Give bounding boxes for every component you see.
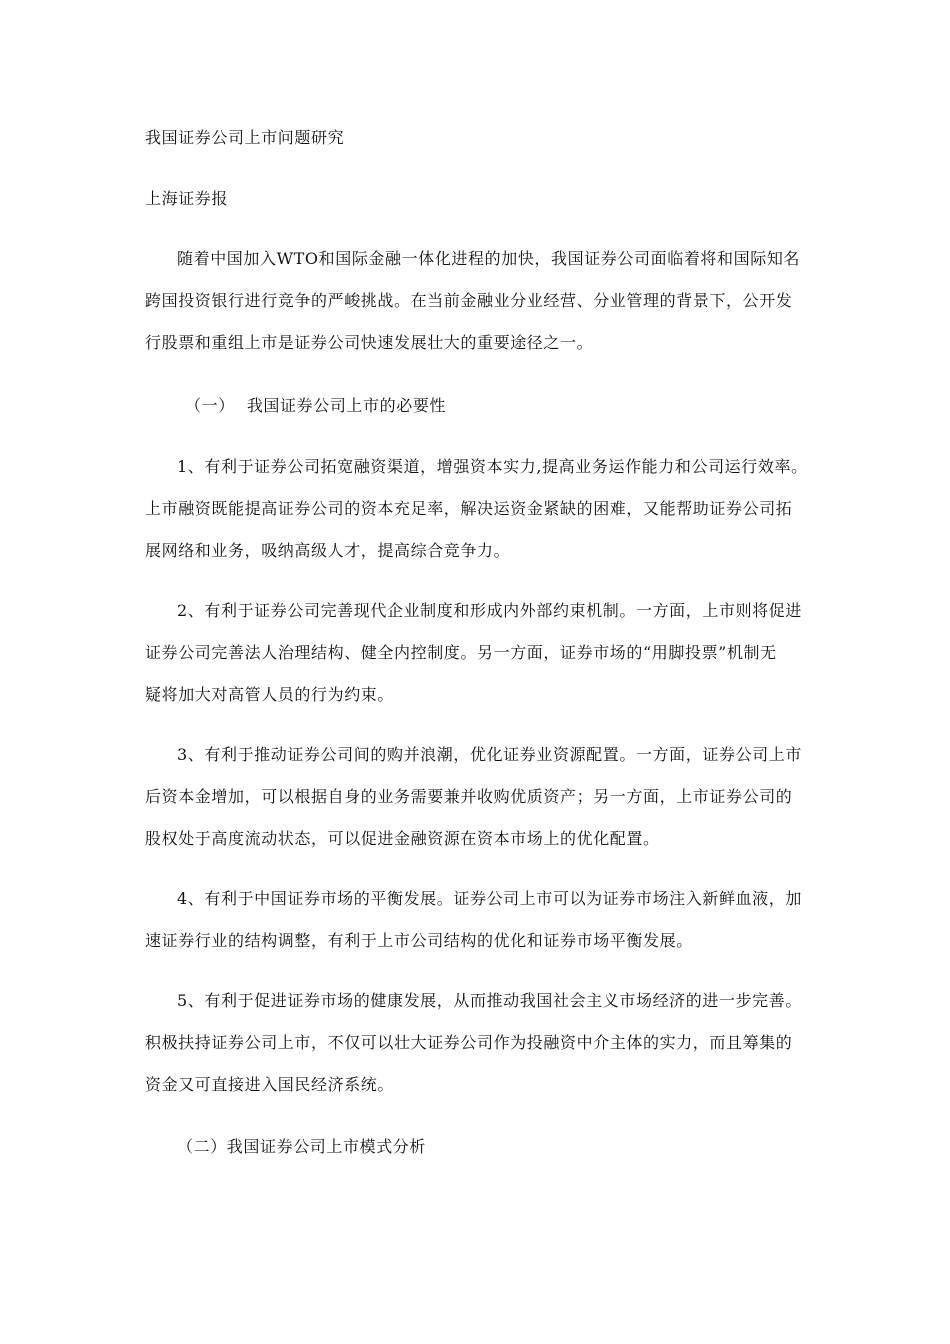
point-5-line: 5、有利于促进证券市场的健康发展，从而推动我国社会主义市场经济的进一步完善。: [177, 991, 802, 1010]
intro-line: 跨国投资银行进行竞争的严峻挑战。在当前金融业分业经营、分业管理的背景下，公开发: [145, 291, 793, 310]
point-5-line: 积极扶持证券公司上市，不仅可以壮大证券公司作为投融资中介主体的实力，而且筹集的: [145, 1033, 793, 1052]
point-2-line: 2、有利于证券公司完善现代企业制度和形成内外部约束机制。一方面，上市则将促进: [177, 601, 802, 620]
intro-line: 行股票和重组上市是证券公司快速发展壮大的重要途径之一。: [145, 333, 594, 352]
document-title: 我国证券公司上市问题研究: [145, 128, 345, 147]
point-4-line: 速证券行业的结构调整，有利于上市公司结构的优化和证券市场平衡发展。: [145, 931, 693, 950]
section-title: 我国证券公司上市的必要性: [246, 396, 447, 415]
point-2-line: 疑将加大对高管人员的行为约束。: [145, 685, 395, 704]
point-4-line: 4、有利于中国证券市场的平衡发展。证券公司上市可以为证券市场注入新鲜血液，加: [177, 889, 802, 908]
point-1-line: 展网络和业务，吸纳高级人才，提高综合竞争力。: [145, 541, 511, 560]
point-5-line: 资金又可直接进入国民经济系统。: [145, 1075, 395, 1094]
section-heading-1: [185, 396, 446, 416]
section-heading-2: （二）我国证券公司上市模式分析: [177, 1137, 427, 1156]
point-1-line: 1、有利于证券公司拓宽融资渠道，增强资本实力,提高业务运作能力和公司运行效率。: [177, 457, 808, 476]
section-number: （一）: [185, 396, 235, 415]
point-3-line: 3、有利于推动证券公司间的购并浪潮，优化证券业资源配置。一方面，证券公司上市: [177, 745, 802, 764]
point-1-line: 上市融资既能提高证券公司的资本充足率，解决运资金紧缺的困难，又能帮助证券公司拓: [145, 499, 793, 518]
point-3-line: 股权处于高度流动状态，可以促进金融资源在资本市场上的优化配置。: [145, 829, 660, 848]
point-2-line: 证券公司完善法人治理结构、健全内控制度。另一方面，证券市场的“用脚投票”机制无: [145, 643, 777, 662]
intro-line: 随着中国加入WTO和国际金融一体化进程的加快，我国证券公司面临着将和国际知名: [177, 249, 801, 268]
document-source: 上海证券报: [145, 189, 229, 208]
point-3-line: 后资本金增加，可以根据自身的业务需要兼并收购优质资产；另一方面，上市证券公司的: [145, 787, 793, 806]
